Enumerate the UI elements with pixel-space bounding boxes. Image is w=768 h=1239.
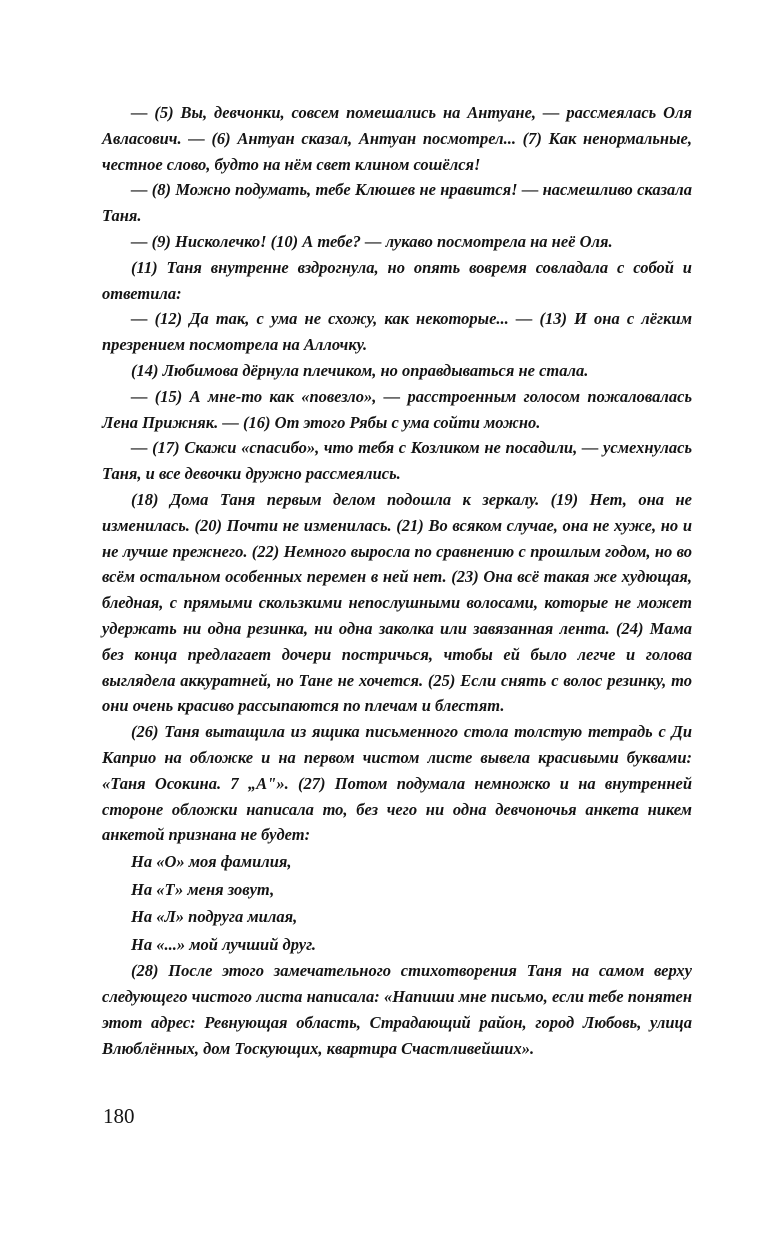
- paragraph: (14) Любимова дёрнула плечиком, но оправдываться не стала.: [131, 360, 589, 380]
- paragraph: — (8) Можно подумать, тебе Клюшев не нравится! — насмешливо сказала Таня.: [102, 180, 692, 226]
- paragraph: (18) Дома Таня первым делом подошла к зеркалу. (19) Нет, она не изменилась. (20) Почти не изменилась. (21) Во всяком случае, она не хуже, но и не лучше прежнего. (22) Немного выросла по сравнению с прошлым годом, но во всём остальном особенных перемен в ней нет. (23) Она всё такая же худющая, бледная, с прямыми скользкими непослушными волосами, которые не может удержать ни одна резинка, ни одна заколка или завязанная лента. (24) Мама без конца предлагает дочери постричься, чтобы ей было легче и голова выглядела аккуратней, но Тане не хочется. (25) Если снять с волос резинку, то они очень красиво рассыпаются по плечам и блестят.: [102, 489, 692, 716]
- paragraph: (26) Таня вытащила из ящика письменного стола толстую тетрадь с Ди Каприо на обложке и на первом чистом листе вывела красивыми буквами: «Таня Осокина. 7 „А"». (27) Потом подумала немножко и на внутренней стороне обложки написала то, без чего ни одна девчоночья анкета никем анкетой признана не будет:: [102, 722, 692, 845]
- paragraph: (28) После этого замечательного стихотворения Таня на самом верху следующего чистого листа написала: «Напиши мне письмо, если тебе понятен этот адрес: Ревнующая область, Страдающий район, город Любовь, улица Влюблённых, дом Тоскующих, квартира Счастливейших».: [102, 961, 692, 1058]
- verse-line: На «О» моя фамилия,: [131, 852, 292, 872]
- paragraph: — (17) Скажи «спасибо», что тебя с Козликом не посадили, — усмехнулась Таня, и все девочки дружно рассмеялись.: [102, 438, 692, 484]
- page-number: 180: [103, 1104, 135, 1128]
- paragraph: — (12) Да так, с ума не схожу, как некоторые... — (13) И она с лёгким презрением посмотрела на Аллочку.: [102, 309, 692, 355]
- book-page: [102, 100, 692, 1061]
- verse-line: На «...» мой лучший друг.: [131, 934, 317, 954]
- verse-line: На «Т» меня зовут,: [131, 879, 275, 899]
- paragraph: (11) Таня внутренне вздрогнула, но опять вовремя совладала с собой и ответила:: [102, 257, 692, 303]
- page-text: [102, 100, 692, 1061]
- verse-line: На «Л» подруга милая,: [131, 907, 298, 927]
- paragraph: — (9) Нисколечко! (10) А тебе? — лукаво посмотрела на неё Оля.: [131, 231, 613, 251]
- paragraph: — (5) Вы, девчонки, совсем помешались на Антуане, — рассмеялась Оля Авласович. — (6) Антуан сказал, Антуан посмотрел... (7) Как ненормальные, честное слово, будто на нём свет клином сошёлся!: [102, 103, 692, 174]
- paragraph: — (15) А мне-то как «повезло», — расстроенным голосом пожаловалась Лена Прижняк. — (16) От этого Рябы с ума сойти можно.: [102, 386, 692, 432]
